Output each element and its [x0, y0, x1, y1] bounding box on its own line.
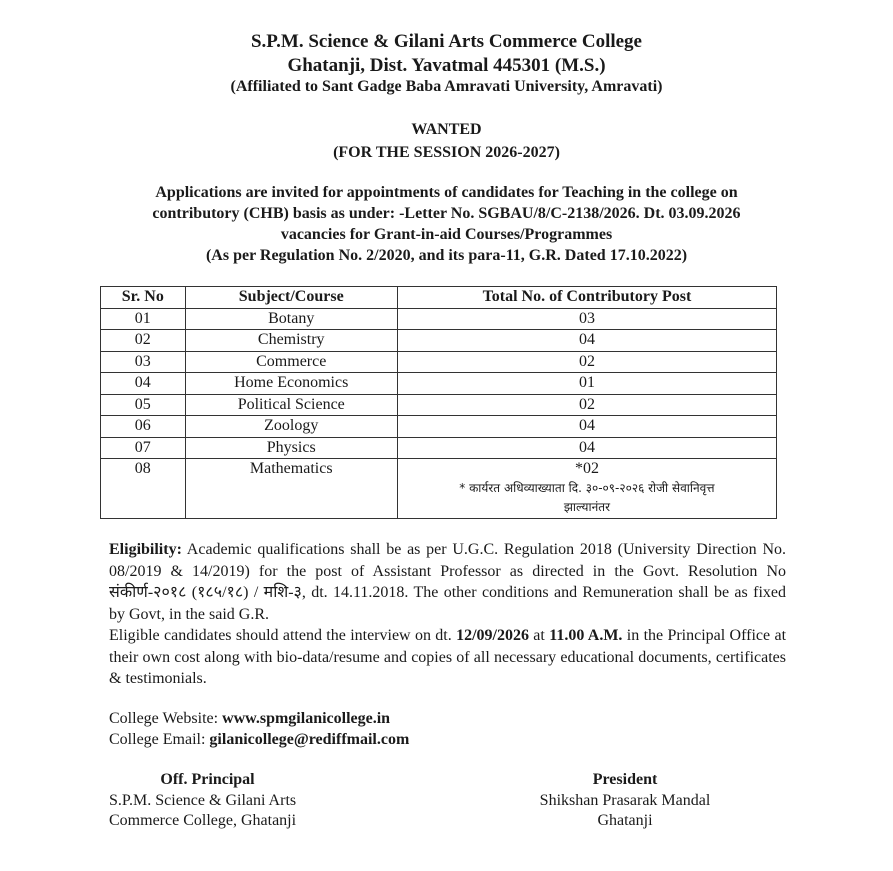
- college-address: Ghatanji, Dist. Yavatmal 445301 (M.S.): [287, 55, 606, 76]
- affiliation: (Affiliated to Sant Gadge Baba Amravati University, Amravati): [230, 78, 663, 95]
- header-sr-no: Sr. No: [101, 287, 186, 309]
- president-line-2: Ghatanji: [597, 812, 653, 829]
- row-sr: 01: [101, 308, 186, 330]
- posts-table: [100, 286, 777, 519]
- row-posts: 01: [397, 373, 776, 395]
- interview-text-1: Eligible candidates should attend the interview on dt.: [109, 627, 457, 644]
- retirement-note: [398, 479, 776, 518]
- row-posts-with-note: [397, 459, 776, 519]
- intro-line-2: contributory (CHB) basis as under: -Letter No. SGBAU/8/C-2138/2026. Dt. 03.09.2026: [152, 205, 741, 222]
- interview-text-2: at: [528, 627, 550, 644]
- intro-line-3: vacancies for Grant-in-aid Courses/Programmes: [280, 226, 613, 243]
- row-subject: Commerce: [185, 351, 397, 373]
- row-sr: 05: [101, 394, 186, 416]
- notice-session: (FOR THE SESSION 2026-2027): [333, 144, 560, 161]
- email-label: College Email:: [109, 731, 210, 748]
- eligibility-paragraph: [109, 539, 786, 625]
- table-row: [101, 373, 777, 395]
- retirement-note-line-2: झाल्यानंतर: [563, 500, 610, 514]
- row-subject: Chemistry: [185, 330, 397, 352]
- retirement-note-line-1: * कार्यरत अधिव्याख्याता दि. ३०-०९-२०२६ रोजी सेवानिवृत्त: [459, 481, 715, 495]
- row-sr: 02: [101, 330, 186, 352]
- principal-title: Off. Principal: [160, 771, 255, 788]
- row-subject: Mathematics: [185, 459, 397, 519]
- row-posts: 02: [397, 394, 776, 416]
- intro-line-1: Applications are invited for appointments of candidates for Teaching in the college on: [155, 184, 738, 201]
- interview-text-3: in the Principal Office at their own cost along with bio-data/resume and copies of all necessary educational documents, certificates & testimonials.: [109, 627, 787, 687]
- table-row: [101, 308, 777, 330]
- email-link[interactable]: gilanicollege@rediffmail.com: [209, 731, 410, 748]
- eligibility-label: Eligibility:: [109, 541, 182, 558]
- row-sr: 07: [101, 437, 186, 459]
- row-subject: Botany: [185, 308, 397, 330]
- principal-line-2: Commerce College, Ghatanji: [109, 812, 297, 829]
- row-posts: 02: [397, 351, 776, 373]
- website-link[interactable]: www.spmgilanicollege.in: [222, 710, 391, 727]
- row-sr: 06: [101, 416, 186, 438]
- row-subject: Home Economics: [185, 373, 397, 395]
- president-line-1: Shikshan Prasarak Mandal: [539, 791, 711, 809]
- email-line: [109, 729, 409, 751]
- table-row: [101, 459, 777, 519]
- table-row: [101, 394, 777, 416]
- principal-signature-block: [95, 770, 320, 832]
- row-subject: Political Science: [185, 394, 397, 416]
- row-posts: 03: [397, 308, 776, 330]
- table-row: [101, 330, 777, 352]
- row-posts: 04: [397, 437, 776, 459]
- eligibility-text: Academic qualifications shall be as per U.G.C. Regulation 2018 (University Direction No. 08/2019 & 14/2019) for the post of Assistant Professor as directed in the Govt. Resolution No संकीर्ण-२०१८ (१८५/१८) / मशि-३, dt. 14.11.2018. The other conditions and Remuneration shall be as fixed by Govt, in the said G.R.: [109, 541, 786, 623]
- website-label: College Website:: [109, 710, 223, 727]
- interview-paragraph: [109, 625, 786, 690]
- row-posts: 04: [397, 416, 776, 438]
- principal-line-1: S.P.M. Science & Gilani Arts: [109, 791, 297, 809]
- table-header-row: [101, 287, 777, 309]
- row-subject: Physics: [185, 437, 397, 459]
- header-subject: Subject/Course: [185, 287, 397, 309]
- row-posts: 04: [397, 330, 776, 352]
- notice-heading: WANTED: [411, 121, 482, 138]
- president-signature-block: [515, 770, 735, 832]
- website-line: [109, 708, 390, 730]
- interview-time: 11.00 A.M.: [549, 627, 623, 644]
- interview-date: 12/09/2026: [456, 627, 529, 644]
- header-total-posts: Total No. of Contributory Post: [397, 287, 776, 309]
- row-sr: 03: [101, 351, 186, 373]
- college-name: S.P.M. Science & Gilani Arts Commerce College: [250, 31, 642, 52]
- row-subject: Zoology: [185, 416, 397, 438]
- table-row: [101, 416, 777, 438]
- row-sr: 04: [101, 373, 186, 395]
- intro-line-4: (As per Regulation No. 2/2020, and its para-11, G.R. Dated 17.10.2022): [205, 247, 688, 264]
- table-row: [101, 437, 777, 459]
- row-sr: 08: [101, 459, 186, 519]
- president-title: President: [592, 771, 658, 788]
- row-posts: *02: [574, 460, 599, 477]
- table-row: [101, 351, 777, 373]
